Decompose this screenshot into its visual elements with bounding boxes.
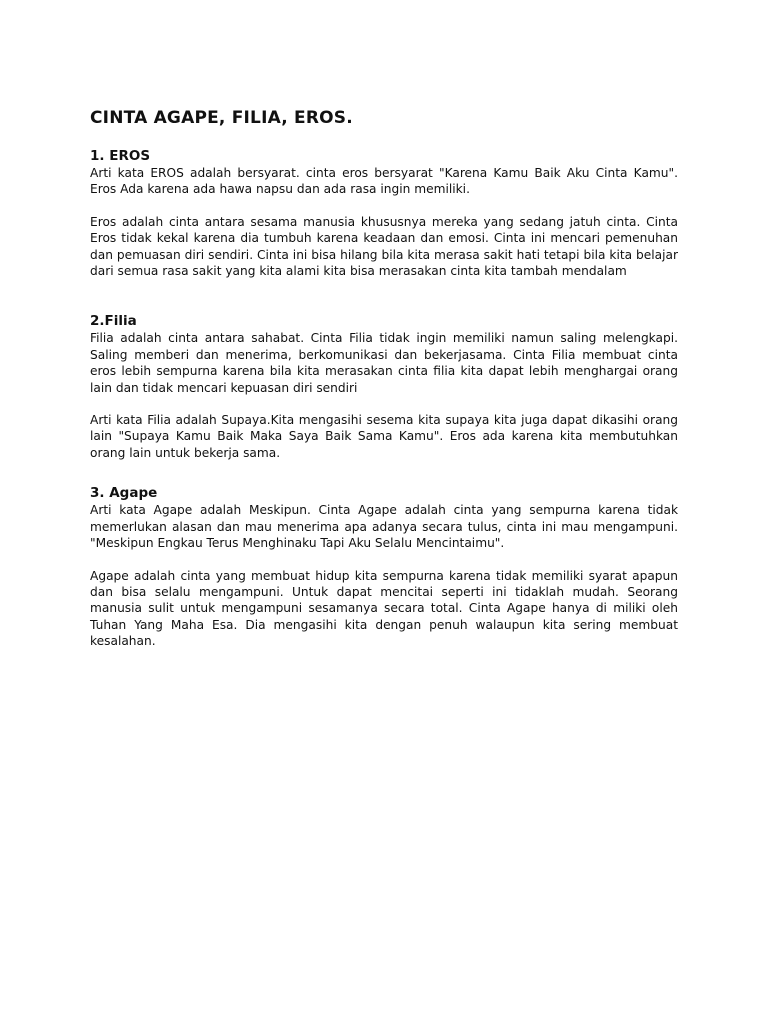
- paragraph-filia-1: Filia adalah cinta antara sahabat. Cinta Filia tidak ingin memiliki namun saling melengkapi. Saling memberi dan menerima, berkomunikasi dan bekerjasama. Cinta Filia membuat cinta eros lebih sempurna karena bila kita merasakan cinta filia kita dapat lebih menghargai orang lain dan tidak mencari kepuasan diri sendiri: [90, 331, 678, 395]
- section-filia: [90, 313, 678, 461]
- section-heading-eros: 1. EROS: [90, 148, 151, 164]
- document-page: [90, 106, 678, 674]
- paragraph-gap: [90, 552, 678, 568]
- paragraph-gap: [90, 396, 678, 412]
- document-title: CINTA AGAPE, FILIA, EROS.: [90, 108, 353, 128]
- paragraph-agape-1: Arti kata Agape adalah Meskipun. Cinta Agape adalah cinta yang sempurna karena tidak memerlukan alasan dan mau menerima apa adanya secara tulus, cinta ini mau mengampuni. "Meskipun Engkau Terus Menghinaku Tapi Aku Selalu Mencintaimu".: [90, 503, 678, 551]
- section-agape: [90, 485, 678, 649]
- paragraph-agape-2: Agape adalah cinta yang membuat hidup kita sempurna karena tidak memiliki syarat apapun dan bisa selalu mengampuni. Untuk dapat mencitai seperti ini tidaklah mudah. Seorang manusia sulit untuk mengampuni sesamanya secara total. Cinta Agape hanya di miliki oleh Tuhan Yang Maha Esa. Dia mengasihi kita dengan penuh walaupun kita sering membuat kesalahan.: [90, 568, 678, 649]
- paragraph-gap: [90, 198, 678, 214]
- section-heading-agape: 3. Agape: [90, 485, 158, 502]
- paragraph-eros-2: Eros adalah cinta antara sesama manusia khususnya mereka yang sedang jatuh cinta. Cinta Eros tidak kekal karena dia tumbuh karena keadaan dan emosi. Cinta ini mencari pemenuhan dan pemuasan diri sendiri. Cinta ini bisa hilang bila kita merasa sakit hati tetapi bila kita belajar dari semua rasa sakit yang kita alami kita bisa merasakan cinta kita tambah mendalam: [90, 214, 678, 279]
- section-heading-filia: 2.Filia: [90, 313, 137, 330]
- paragraph-eros-1: Arti kata EROS adalah bersyarat. cinta eros bersyarat "Karena Kamu Baik Aku Cinta Kamu". Eros Ada karena ada hawa napsu dan ada rasa ingin memiliki.: [90, 166, 678, 197]
- section-eros: [90, 148, 678, 279]
- paragraph-filia-2: Arti kata Filia adalah Supaya.Kita mengasihi sesema kita supaya kita juga dapat dikasihi orang lain "Supaya Kamu Baik Maka Saya Baik Sama Kamu". Eros ada karena kita membutuhkan orang lain untuk bekerja sama.: [90, 413, 678, 460]
